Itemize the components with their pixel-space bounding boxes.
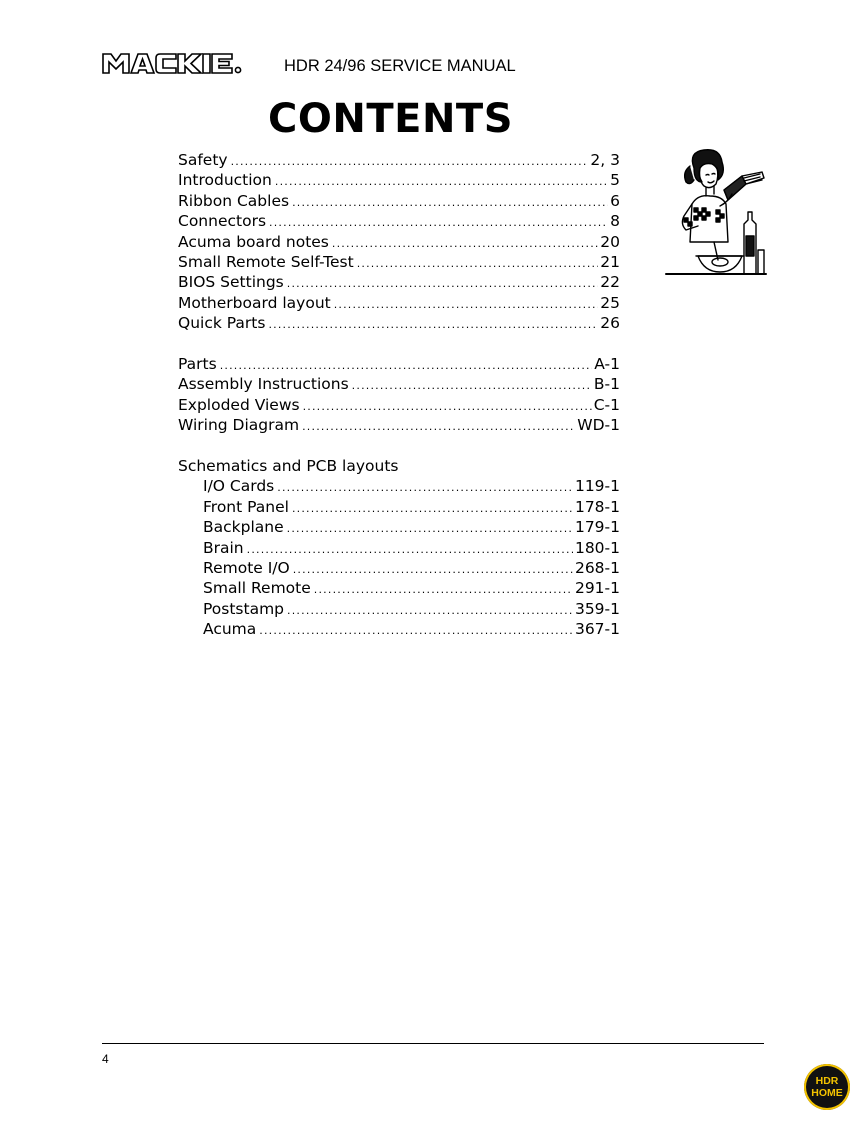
toc-entry[interactable] (178, 497, 620, 517)
toc-section-heading: Schematics and PCB layouts (178, 457, 399, 476)
hdr-home-button[interactable] (804, 1064, 850, 1110)
toc-entry-page: A-1 (594, 355, 620, 374)
toc-entry-label: Acuma board notes (178, 232, 329, 251)
toc-entry-label: Connectors (178, 212, 267, 231)
toc-entry-label: Quick Parts (178, 314, 266, 333)
toc-entry-label: Ribbon Cables (178, 191, 290, 210)
toc-leader-dots (314, 580, 573, 600)
toc-entry[interactable] (178, 211, 620, 231)
toc-entry-label: BIOS Settings (178, 273, 284, 292)
toc-entry-page: C-1 (593, 395, 620, 414)
toc-entry[interactable] (178, 578, 620, 598)
toc-entry-page: 6 (610, 191, 620, 210)
toc-leader-dots (277, 478, 573, 498)
toc-group-schematics (178, 456, 620, 640)
toc-entry-label: Front Panel (203, 497, 289, 516)
toc-entry-label: Motherboard layout (178, 293, 331, 312)
toc-entry-label: Small Remote (203, 579, 311, 598)
toc-entry-label: Small Remote Self-Test (178, 252, 354, 271)
toc-leader-dots (352, 376, 592, 396)
toc-entry[interactable] (178, 293, 620, 313)
toc-entry-label: Safety (178, 151, 228, 169)
home-badge-line1: HDR (815, 1075, 839, 1087)
toc-entry[interactable] (178, 415, 620, 435)
toc-leader-dots (231, 152, 589, 172)
toc-entry[interactable] (178, 354, 620, 374)
mackie-logo (102, 52, 274, 76)
toc-entry[interactable] (178, 170, 620, 190)
toc-entry-page: 22 (600, 273, 620, 292)
toc-leader-dots (275, 172, 608, 192)
toc-entry[interactable] (178, 538, 620, 558)
toc-entry-label: I/O Cards (203, 477, 275, 496)
footer-rule (102, 1043, 764, 1044)
toc-entry[interactable] (178, 517, 620, 537)
toc-entry-label: Backplane (203, 518, 284, 537)
toc-entry-label: Exploded Views (178, 395, 300, 414)
toc-entry-page: 8 (610, 212, 620, 231)
toc-leader-dots (293, 560, 573, 580)
toc-entry-page: 180-1 (574, 538, 620, 557)
toc-entry-page: B-1 (593, 375, 620, 394)
toc-leader-dots (287, 274, 599, 294)
page-number: 4 (102, 1052, 109, 1066)
manual-title: HDR 24/96 SERVICE MANUAL (284, 57, 516, 75)
toc-leader-dots (302, 417, 575, 437)
toc-leader-dots (259, 621, 573, 641)
toc-entry-page: 179-1 (574, 518, 620, 537)
toc-leader-dots (287, 601, 573, 621)
toc-leader-dots (287, 519, 573, 539)
toc-leader-dots (220, 356, 593, 376)
toc-entry[interactable] (178, 272, 620, 292)
toc-leader-dots (247, 540, 573, 560)
toc-entry-label: Remote I/O (203, 559, 290, 578)
toc-entry[interactable] (178, 476, 620, 496)
toc-entry-page: 178-1 (574, 497, 620, 516)
toc-entry[interactable] (178, 599, 620, 619)
toc-entry-page: 26 (600, 314, 620, 333)
toc-entry-page: 119-1 (574, 477, 620, 496)
toc-group-main (178, 150, 620, 334)
home-badge-line2: HOME (811, 1087, 843, 1099)
toc-entry[interactable] (178, 313, 620, 333)
svg-text:MACKIE: MACKIE (102, 52, 106, 53)
toc-entry[interactable] (178, 395, 620, 415)
toc-entry-label: Poststamp (203, 599, 285, 618)
toc-leader-dots (332, 234, 598, 254)
toc-entry-page: 21 (600, 252, 620, 271)
toc-entry-label: Acuma (203, 620, 257, 639)
toc-entry-label: Introduction (178, 171, 272, 190)
toc-entry-page: 268-1 (574, 559, 620, 578)
woman-reading-cookbook-illustration (664, 146, 768, 278)
toc-entry-page: 359-1 (574, 599, 620, 618)
toc-entry[interactable] (178, 252, 620, 272)
toc-entry-page: 5 (610, 171, 620, 190)
toc-leader-dots (357, 254, 599, 274)
toc-entry-page: 20 (600, 232, 620, 251)
toc-leader-dots (292, 499, 573, 519)
toc-entry[interactable] (178, 232, 620, 252)
toc-leader-dots (334, 295, 599, 315)
toc-entry-page: 367-1 (574, 620, 620, 639)
toc-entry-label: Wiring Diagram (178, 416, 300, 435)
toc-group-appendix (178, 354, 620, 436)
toc-entry[interactable] (178, 191, 620, 211)
table-of-contents (178, 150, 620, 660)
toc-entry[interactable] (178, 558, 620, 578)
toc-entry-page: 291-1 (574, 579, 620, 598)
toc-entry-page: 2, 3 (590, 151, 620, 169)
toc-leader-dots (292, 193, 608, 213)
toc-leader-dots (303, 397, 592, 417)
toc-leader-dots (268, 315, 598, 335)
toc-entry[interactable] (178, 619, 620, 639)
toc-entry[interactable] (178, 150, 620, 170)
toc-entry[interactable] (178, 374, 620, 394)
toc-entry-page: WD-1 (577, 416, 620, 435)
page-title: CONTENTS (268, 96, 514, 142)
toc-leader-dots (269, 213, 608, 233)
toc-entry-label: Parts (178, 355, 217, 374)
toc-entry-page: 25 (600, 293, 620, 312)
toc-entry-label: Assembly Instructions (178, 375, 349, 394)
toc-entry-label: Brain (203, 538, 244, 557)
